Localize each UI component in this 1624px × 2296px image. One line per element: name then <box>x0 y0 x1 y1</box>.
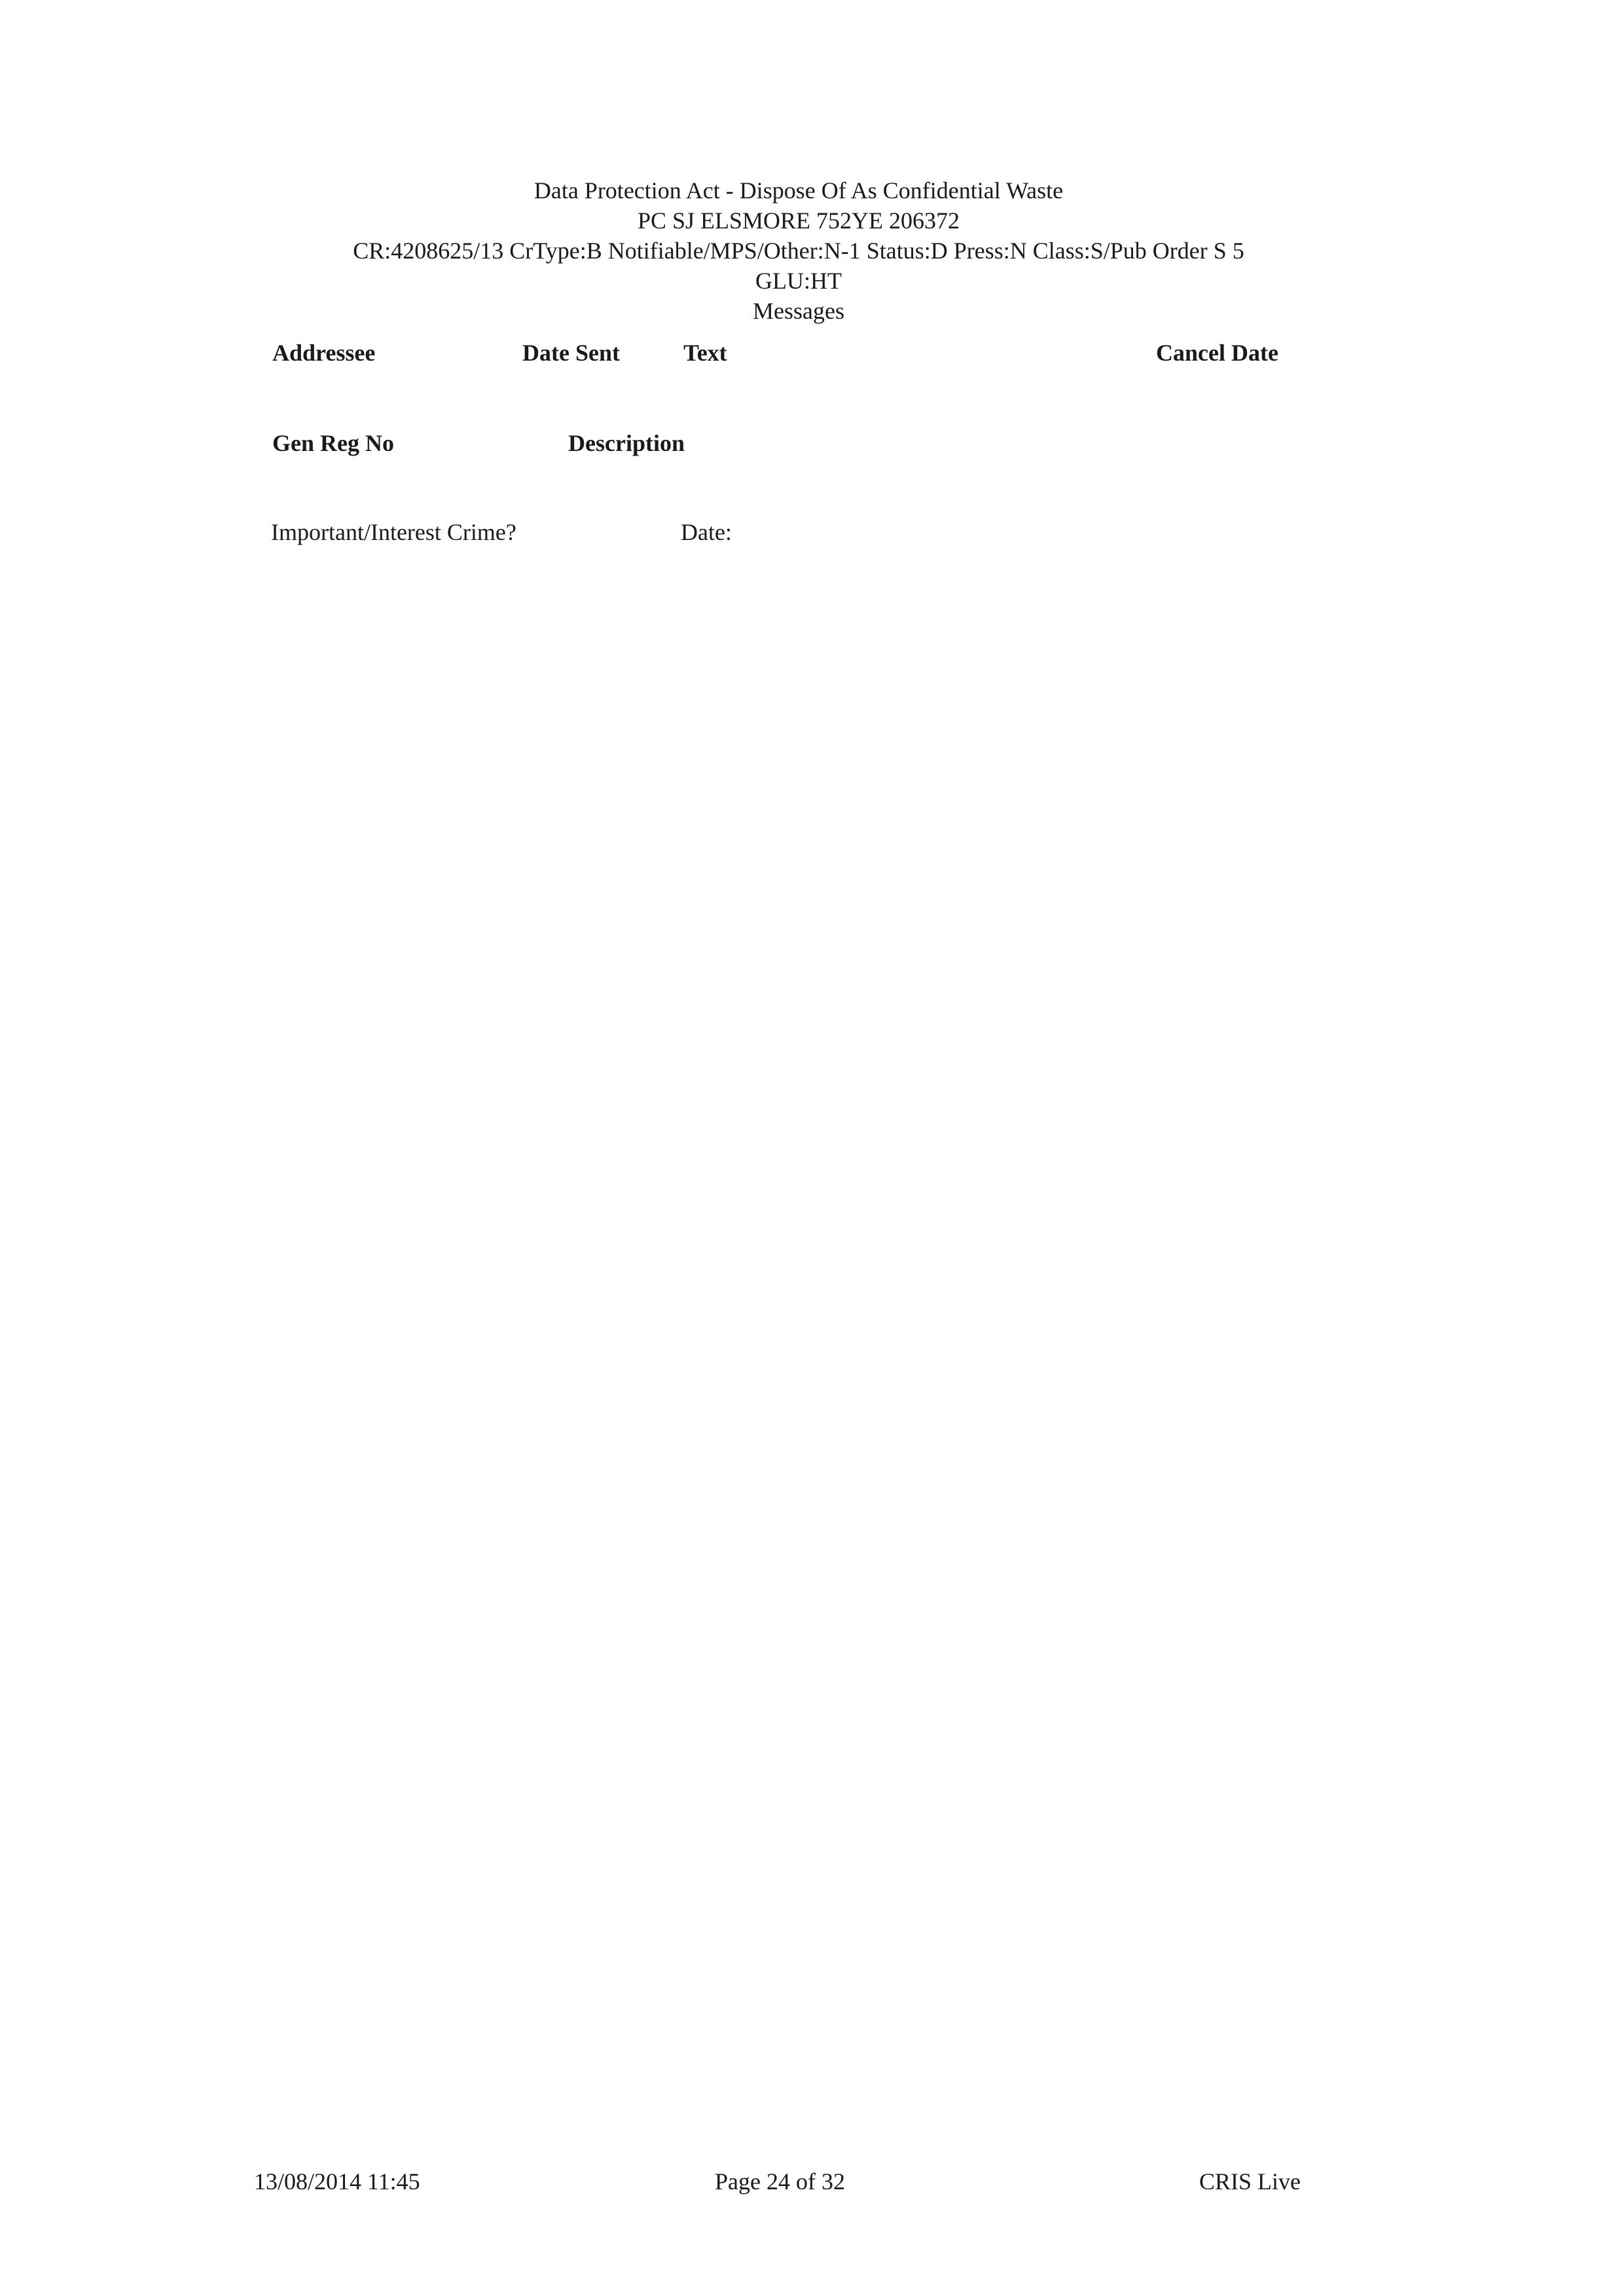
gen-reg-no-header: Gen Reg No <box>272 430 394 456</box>
description-header: Description <box>568 430 685 456</box>
footer-timestamp: 13/08/2014 11:45 <box>254 2168 420 2195</box>
footer-system-name: CRIS Live <box>1199 2168 1301 2195</box>
section-title: Messages <box>753 298 844 324</box>
important-date-label: Date: <box>681 519 732 545</box>
crime-reference-line: CR:4208625/13 CrType:B Notifiable/MPS/Other:N-1 Status:D Press:N Class:S/Pub Order S 5 <box>353 238 1244 264</box>
cancel-date-header: Cancel Date <box>1156 340 1278 366</box>
important-interest-crime-label: Important/Interest Crime? <box>271 519 516 545</box>
confidentiality-notice: Data Protection Act - Dispose Of As Confidential Waste <box>533 177 1064 204</box>
officer-line: PC SJ ELSMORE 752YE 206372 <box>637 207 960 234</box>
glu-line: GLU:HT <box>755 268 842 294</box>
addressee-header: Addressee <box>272 340 376 366</box>
document-header <box>0 175 1597 326</box>
date-sent-header: Date Sent <box>522 340 620 366</box>
footer-page-number: Page 24 of 32 <box>715 2168 845 2195</box>
text-header: Text <box>683 340 727 366</box>
